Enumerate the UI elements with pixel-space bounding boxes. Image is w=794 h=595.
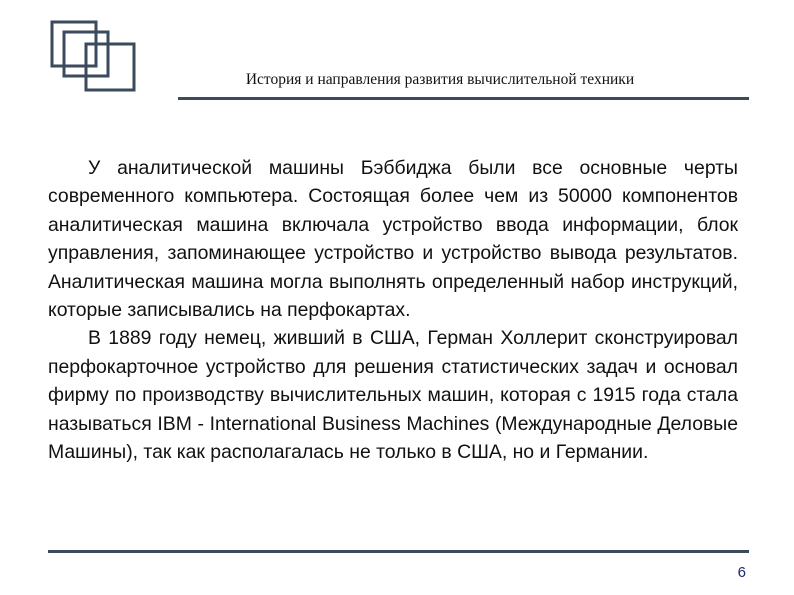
page-number: 6 [737, 564, 746, 581]
header-divider [178, 97, 749, 100]
body-text [48, 154, 738, 466]
paragraph: В 1889 году немец, живший в США, Герман Холлерит сконструировал перфокарточное устройство для решения статистических задач и основал фирму по производству вычислительных машин, которая с 1915 года стала называться IBM - International Business Machines (Международные Деловые Машины), так как располагалась не только в США, но и Германии. [48, 327, 738, 464]
paragraph: У аналитической машины Бэббиджа были все основные черты современного компьютера. Состоящая более чем из 50000 компонентов аналитическая машина включала устройство ввода информации, блок управления, запоминающее устройство и устройство вывода результатов. Аналитическая машина могла выполнять определенный набор инструкций, которые записывались на перфокартах. [48, 157, 738, 322]
logo-squares-icon [50, 20, 140, 92]
footer-divider [48, 550, 749, 553]
page-title: История и направления развития вычислительной техники [245, 71, 635, 88]
